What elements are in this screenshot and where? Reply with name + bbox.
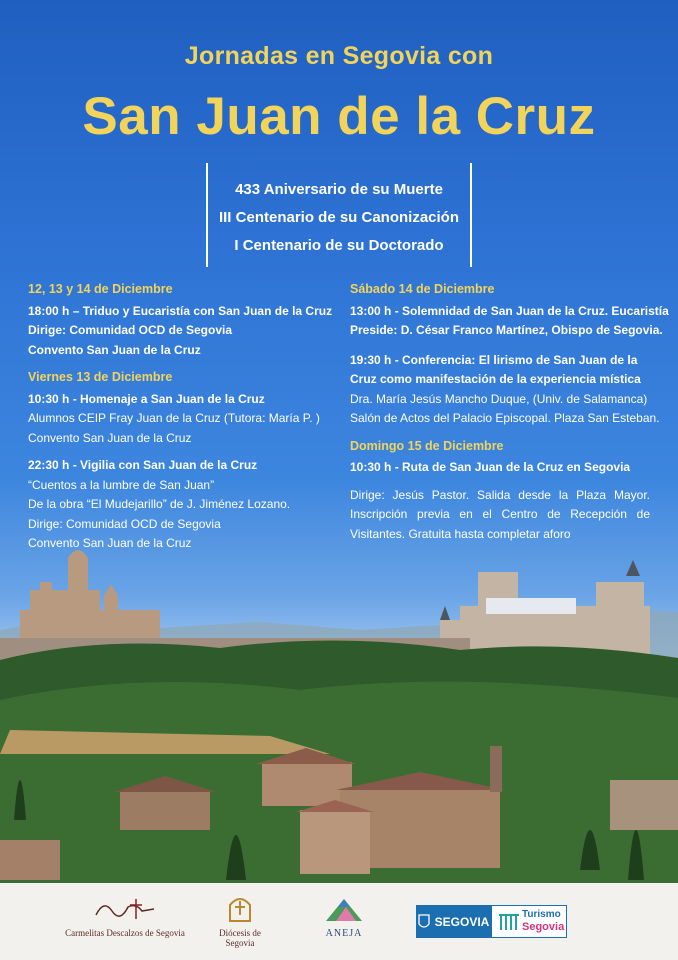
event-detail: Alumnos CEIP Fray Juan de la Cruz (Tutora: María P. ) — [28, 411, 320, 425]
date-heading: Viernes 13 de Diciembre — [28, 370, 173, 384]
anniversary-block — [208, 176, 470, 260]
event-time-title: 10:30 h - Homenaje a San Juan de la Cruz — [28, 391, 265, 406]
event-time-title: 13:00 h - Solemnidad de San Juan de la Cruz. Eucaristía — [350, 303, 669, 318]
alcazar-silhouette — [440, 560, 650, 656]
aneja-logo — [312, 897, 376, 939]
event-detail: Dirige: Comunidad OCD de Segovia — [28, 323, 233, 337]
event-time-title: 10:30 h - Ruta de San Juan de la Cruz en Segovia — [350, 460, 631, 474]
turismo-label: Turismo — [522, 909, 561, 920]
anniversary-line: 433 Aniversario de su Muerte — [235, 181, 443, 198]
date-heading: Sábado 14 de Diciembre — [350, 282, 495, 296]
program-left-column — [28, 280, 333, 554]
event-time-title: 22:30 h - Vigilia con San Juan de la Cruz — [28, 458, 258, 472]
event-venue: Convento San Juan de la Cruz — [28, 342, 201, 357]
cathedral-silhouette — [20, 550, 160, 640]
turismo-segovia-logo — [491, 905, 567, 938]
event-time-title: Cruz como manifestación de la experiencia mística — [350, 372, 641, 386]
poster-title: San Juan de la Cruz — [82, 87, 596, 146]
mitre-icon — [227, 893, 253, 923]
aneja-label: ANEJA — [325, 928, 363, 939]
carmelitas-logo — [60, 895, 190, 938]
event-time-title: 19:30 h - Conferencia: El lirismo de San Juan de la — [350, 352, 638, 367]
anniversary-line: III Centenario de su Canonización — [218, 209, 460, 226]
event-venue: Convento San Juan de la Cruz — [28, 536, 192, 550]
anniversary-line: I Centenario de su Doctorado — [234, 237, 444, 254]
poster-kicker: Jornadas en Segovia con — [184, 42, 494, 70]
date-heading: 12, 13 y 14 de Diciembre — [28, 282, 173, 296]
sponsor-logo-strip — [0, 883, 678, 960]
segovia-city-logo — [416, 905, 491, 938]
carmelitas-label: Carmelitas Descalzos de Segovia — [65, 928, 185, 938]
right-divider — [470, 163, 472, 267]
event-venue: Salón de Actos del Palacio Episcopal. Plaza San Esteban. — [350, 411, 660, 425]
event-time-title: 18:00 h – Triduo y Eucaristía con San Juan de la Cruz — [28, 303, 333, 318]
event-detail: Dra. María Jesús Mancho Duque, (Univ. de Salamanca) — [350, 391, 648, 406]
turismo-segovia-label: Segovia — [522, 921, 565, 933]
aqueduct-icon — [498, 912, 520, 932]
coat-of-arms-icon — [418, 914, 430, 930]
event-detail: Dirige: Comunidad OCD de Segovia — [28, 516, 221, 531]
event-detail-paragraph: Dirige: Jesús Pastor. Salida desde la Plaza Mayor. Inscripción previa en el Centro de Recepción de Visitantes. Gratuita hasta completar aforo — [350, 487, 650, 541]
event-detail: Preside: D. César Franco Martínez, Obispo de Segovia. — [350, 323, 663, 337]
aneja-mountain-icon — [324, 897, 364, 923]
date-heading: Domingo 15 de Diciembre — [350, 438, 504, 453]
program-right-column — [350, 280, 669, 544]
segovia-landscape-image — [0, 540, 678, 885]
diocesis-logo — [210, 893, 270, 948]
diocesis-label: Diócesis de Segovia — [219, 928, 261, 948]
segovia-label: SEGOVIA — [434, 914, 490, 929]
event-venue: Convento San Juan de la Cruz — [28, 430, 192, 445]
carmelitas-signature-icon — [90, 895, 160, 923]
event-detail: De la obra “El Mudejarillo” de J. Jiménez Lozano. — [28, 497, 291, 511]
event-detail: “Cuentos a la lumbre de San Juan” — [28, 477, 215, 492]
